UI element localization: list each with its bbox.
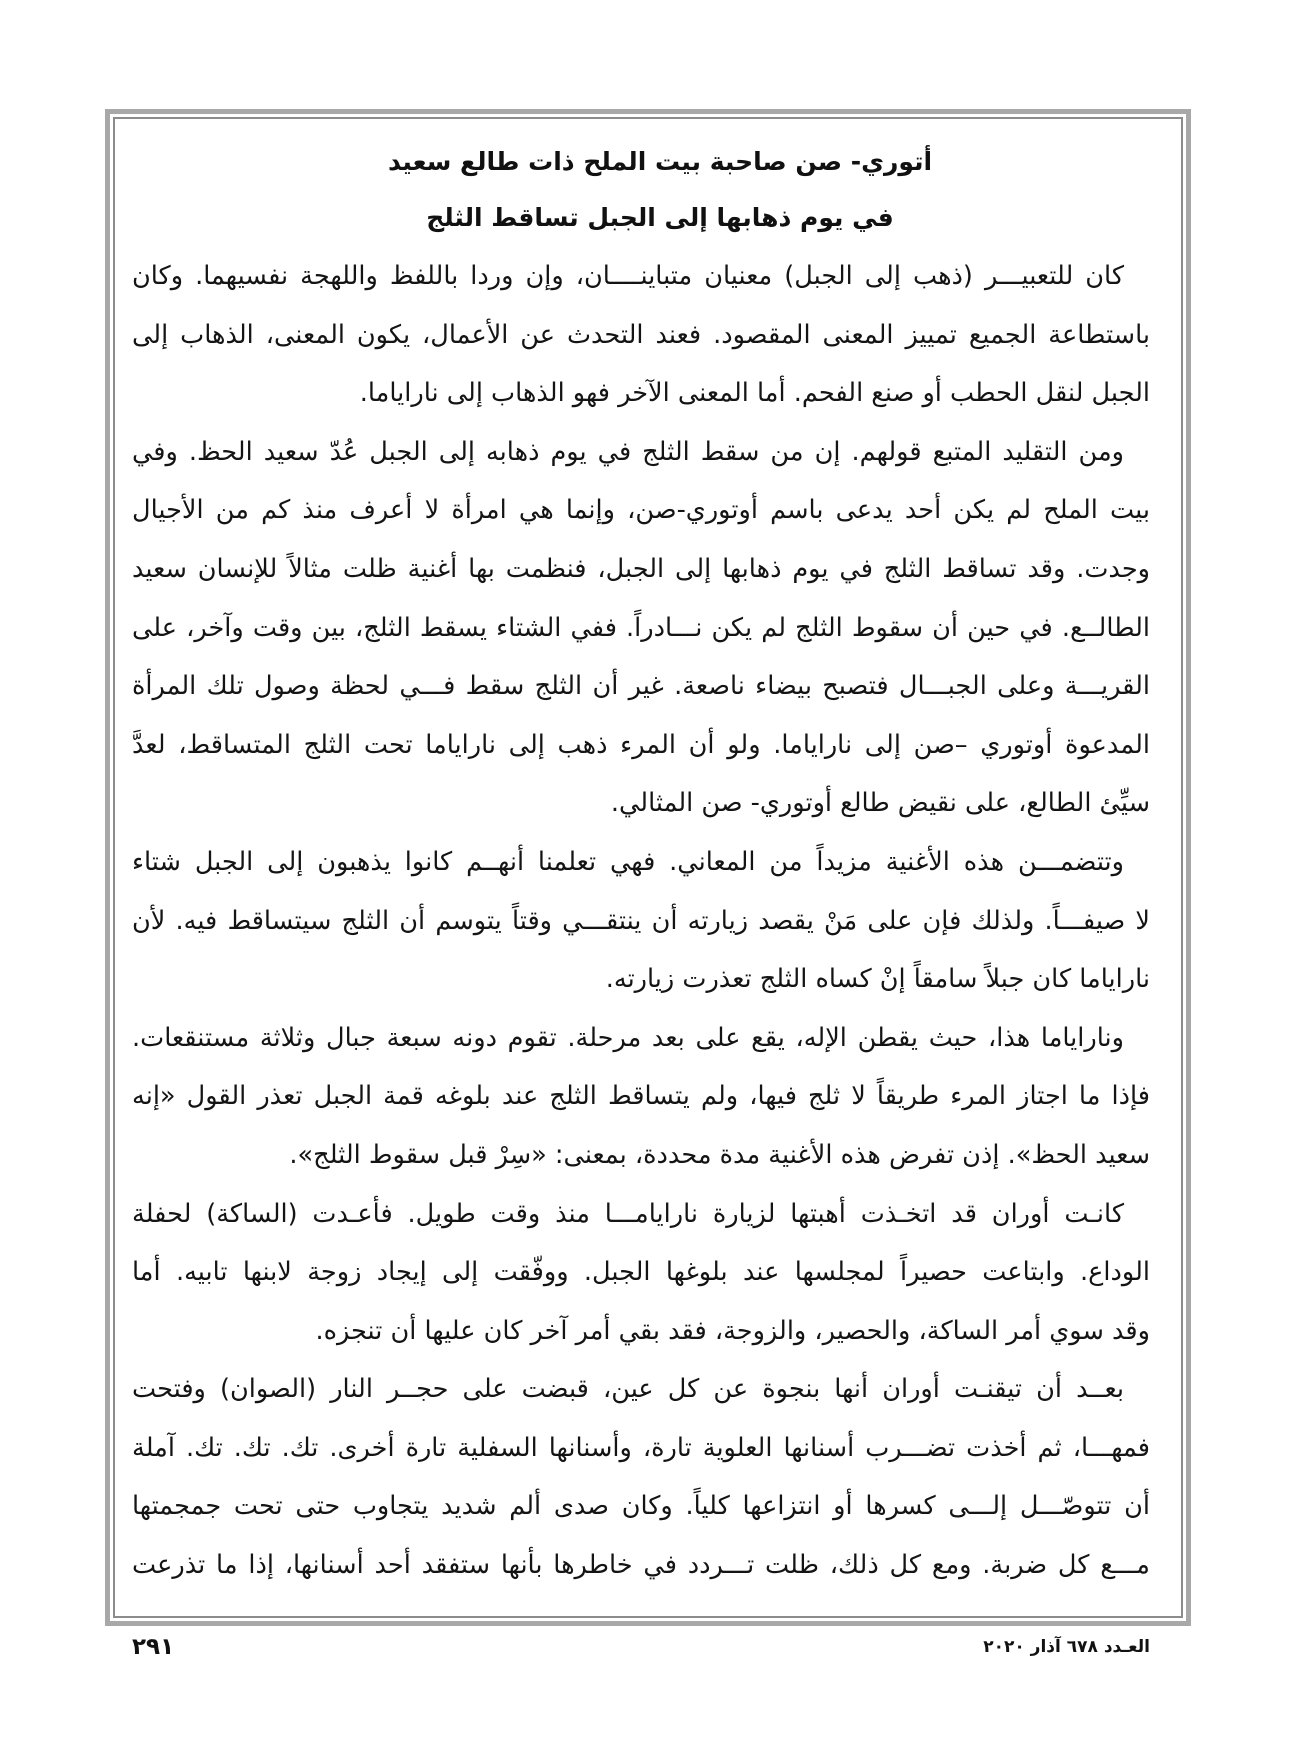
issue-info: العـدد ٦٧٨ آذار ٢٠٢٠	[983, 1637, 1150, 1657]
text-line: كانـت أوران قد اتخـذت أهبتها لزيارة نارايامـــا منذ وقت طويل. فأعـدت (الساكة) لحفلة	[132, 1198, 1124, 1229]
page-number: ٢٩١	[132, 1634, 175, 1660]
article-title: أتوري- صن صاحبة بيت الملح ذات طالع سعيد	[387, 147, 933, 176]
text-line: وناراياما هذا، حيث يقطن الإله، يقع على بعد مرحلة. تقوم دونه سبعة جبال وثلاثة مستنقعات.	[132, 1022, 1124, 1053]
text-line: سعيد الحظ». إذن تفرض هذه الأغنية مدة محددة، بمعنى: «سِرْ قبل سقوط الثلج».	[289, 1139, 1150, 1170]
text-line: وجدت. وقد تساقط الثلج في يوم ذهابها إلى الجبل، فنظمت بها أغنية ظلت مثالاً للإنسان سعيد	[132, 553, 1150, 584]
article-subtitle: في يوم ذهابها إلى الجبل تساقط الثلج	[426, 203, 894, 232]
paragraph	[132, 247, 1150, 423]
text-line: باستطاعة الجميع تمييز المعنى المقصود. فعند التحدث عن الأعمال، يكون المعنى، الذهاب إلى	[132, 319, 1150, 350]
text-line: المدعوة أوتوري –صن إلى ناراياما. ولو أن المرء ذهب إلى ناراياما تحت الثلج المتساقط، لعدَّ	[132, 729, 1150, 760]
text-line: الوداع. وابتاعت حصيراً لمجلسها عند بلوغها الجبل. ووفّقت إلى إيجاد زوجة لابنها تابيه. أما	[132, 1257, 1150, 1288]
article-body	[132, 247, 1150, 1595]
text-line: مـــع كل ضربة. ومع كل ذلك، ظلت تـــردد في خاطرها بأنها ستفقد أحد أسنانها، إذا ما تذرعت	[132, 1550, 1150, 1581]
text-line: ناراياما كان جبلاً سامقاً إنْ كساه الثلج تعذرت زيارته.	[605, 964, 1150, 995]
text-line: فمهـــا، ثم أخذت تضـــرب أسنانها العلوية تارة، وأسنانها السفلية تارة أخرى. تك. تك. تك. آملة	[132, 1432, 1150, 1463]
paragraph	[132, 1360, 1150, 1594]
text-line: وتتضمـــن هذه الأغنية مزيداً من المعاني. فهي تعلمنا أنهــم كانوا يذهبون إلى الجبل شتاء	[132, 846, 1124, 877]
article-heading	[160, 134, 1160, 246]
text-line: وقد سوي أمر الساكة، والحصير، والزوجة، فقد بقي أمر آخر كان عليها أن تنجزه.	[315, 1315, 1150, 1346]
paragraph	[132, 1185, 1150, 1361]
text-line: ومن التقليد المتبع قولهم. إن من سقط الثلج في يوم ذهابه إلى الجبل عُدّ سعيد الحظ. وفي	[132, 436, 1124, 467]
text-line: كان للتعبيـــر (ذهب إلى الجبل) معنيان متباينــــان، وإن وردا باللفظ واللهجة نفسيهما. وكان	[132, 261, 1124, 291]
paragraph	[132, 833, 1150, 1009]
text-line: القريـــة وعلى الجبـــال فتصبح بيضاء ناصعة. غير أن الثلج سقط فـــي لحظة وصول تلك المرأة	[132, 671, 1150, 702]
paragraph	[132, 1009, 1150, 1185]
text-line: فإذا ما اجتاز المرء طريقاً لا ثلج فيها، ولم يتساقط الثلج عند بلوغه قمة الجبل تعذر القول «إنه	[132, 1081, 1150, 1112]
text-line: سيِّئ الطالع، على نقيض طالع أوتوري- صن المثالي.	[610, 788, 1150, 819]
text-line: لا صيفـــاً. ولذلك فإن على مَنْ يقصد زيارته أن ينتقـــي وقتاً يتوسم أن الثلج سيتساقط فيه. لأن	[132, 905, 1150, 936]
text-line: أن تتوصّـــل إلـــى كسرها أو انتزاعها كلياً. وكان صدى ألم شديد يتجاوب حتى تحت جمجمتها	[132, 1491, 1150, 1522]
text-line: بعــد أن تيقنـت أوران أنها بنجوة عن كل عين، قبضت على حجــر النار (الصوان) وفتحت	[132, 1374, 1124, 1405]
text-line: الجبل لنقل الحطب أو صنع الفحم. أما المعنى الآخر فهو الذهاب إلى ناراياما.	[359, 378, 1150, 409]
text-line: الطالــع. في حين أن سقوط الثلج لم يكن نـــادراً. ففي الشتاء يسقط الثلج، بين وقت وآخر، على	[132, 612, 1150, 643]
text-line: بيت الملح لم يكن أحد يدعى باسم أوتوري-صن، وإنما هي امرأة لا أعرف منذ كم من الأجيال	[132, 495, 1150, 526]
paragraph	[132, 423, 1150, 833]
